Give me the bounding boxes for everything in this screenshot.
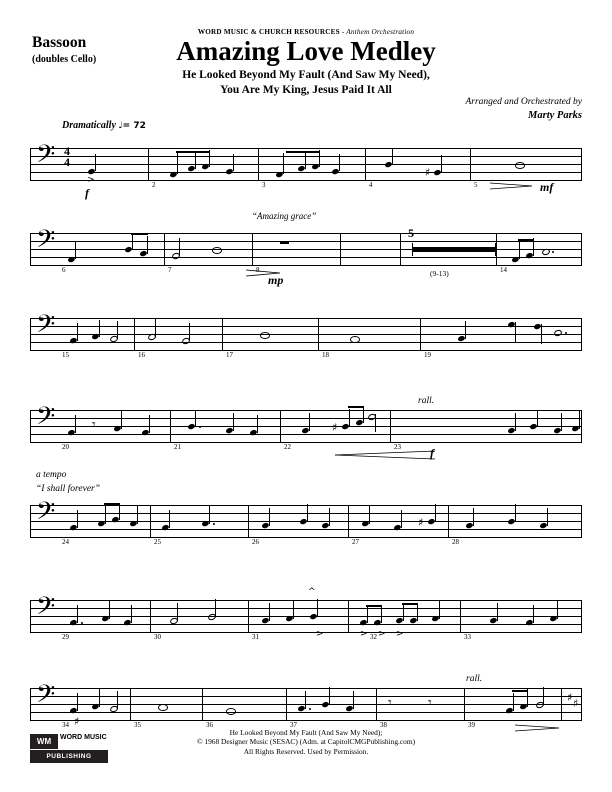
- bass-clef-icon: 𝄢: [36, 225, 56, 260]
- barline: [470, 148, 471, 181]
- note-stem: [179, 238, 180, 256]
- barline: [581, 318, 582, 351]
- multirest-label: (9-13): [430, 269, 449, 278]
- measure-number: 21: [174, 443, 181, 451]
- barline: [561, 688, 562, 721]
- staff-line: [30, 172, 582, 173]
- staff-2: [30, 225, 582, 287]
- measure-number: 23: [394, 443, 401, 451]
- accent-articulation: >: [87, 175, 95, 185]
- barline: [286, 688, 287, 721]
- note-stem: [117, 321, 118, 339]
- barline: [348, 600, 349, 633]
- note-stem: [515, 322, 516, 342]
- diminuendo-hairpin: [490, 182, 532, 189]
- note-stem: [149, 415, 150, 433]
- beam: [402, 603, 418, 605]
- note-stem: [77, 605, 78, 623]
- staff-line: [30, 513, 582, 514]
- measure-number: 31: [252, 633, 259, 641]
- staff-line: [30, 442, 582, 443]
- note-stem: [95, 154, 96, 171]
- expression-amazing-grace: “Amazing grace”: [252, 211, 317, 221]
- measure-number: 30: [154, 633, 161, 641]
- expression-rall-2: rall.: [466, 674, 483, 684]
- accent-articulation: >: [378, 629, 386, 639]
- barline: [248, 505, 249, 538]
- barline: [248, 600, 249, 633]
- subtitle-line-2: You Are My King, Jesus Paid It All: [220, 84, 392, 96]
- note-stem: [329, 687, 330, 705]
- note-stem: [195, 410, 196, 427]
- note-stem: [375, 414, 376, 432]
- note-stem: [533, 605, 534, 623]
- measure-number: 36: [206, 721, 213, 729]
- barline: [400, 233, 401, 266]
- copyright-line-1: He Looked Beyond My Fault (And Saw My Need);: [229, 727, 383, 737]
- note-stem: [349, 409, 350, 427]
- sharp-accidental: ♯: [332, 421, 338, 434]
- note-stem: [441, 155, 442, 172]
- note-stem: [497, 603, 498, 621]
- note-stem: [209, 506, 210, 524]
- note-stem: [117, 691, 118, 709]
- note-stem: [557, 601, 558, 619]
- note-stem: [435, 504, 436, 522]
- barline: [252, 233, 253, 266]
- augmentation-dot: [213, 523, 215, 525]
- measure-number: 37: [290, 721, 297, 729]
- expression-rall-1: rall.: [418, 396, 435, 406]
- staff-4: [30, 402, 582, 460]
- barline: [390, 410, 391, 443]
- note-stem: [473, 508, 474, 526]
- multi-measure-rest-cap: [495, 243, 496, 256]
- note-stem: [132, 233, 133, 250]
- note-stem: [579, 411, 580, 429]
- staff-line: [30, 334, 582, 335]
- staff-system-7: [30, 680, 582, 729]
- publisher-logo: [30, 734, 108, 764]
- measure-number: 28: [452, 538, 459, 546]
- note-stem: [269, 603, 270, 621]
- whole-rest: [280, 241, 289, 244]
- beam: [366, 605, 382, 607]
- measure-number: 6: [62, 266, 66, 274]
- barline: [420, 318, 421, 351]
- beam: [286, 151, 320, 153]
- note-stem: [513, 693, 514, 711]
- measure-number: 2: [152, 181, 156, 189]
- barline: [30, 600, 31, 633]
- staff-line: [30, 180, 582, 181]
- note-stem: [317, 599, 318, 617]
- note-stem: [541, 324, 542, 344]
- barline: [202, 688, 203, 721]
- tempo-note-icon: ♩: [118, 121, 123, 131]
- bass-clef-icon: 𝄢: [36, 680, 56, 715]
- note-stem: [177, 603, 178, 621]
- note-stem: [561, 413, 562, 431]
- note-stem: [215, 599, 216, 617]
- note-stem: [339, 154, 340, 171]
- beam: [131, 233, 148, 235]
- note-stem: [293, 601, 294, 619]
- note-stem: [137, 506, 138, 524]
- measure-number: 26: [252, 538, 259, 546]
- note-stem: [515, 504, 516, 522]
- tempo-text: Dramatically: [62, 120, 116, 131]
- copyright-line-2: © 1968 Designer Music (SESAC) (Adm. at CapitolCMGPublishing.com): [196, 737, 416, 746]
- accent-articulation: >: [316, 629, 324, 639]
- publisher-line: [0, 28, 612, 36]
- tempo-marking: [62, 120, 146, 131]
- measure-number: 33: [464, 633, 471, 641]
- notehead-whole: [260, 332, 270, 339]
- barline: [464, 688, 465, 721]
- staff-7: [30, 680, 582, 729]
- note-stem: [119, 503, 120, 520]
- bass-clef-icon: 𝄢: [36, 592, 56, 627]
- barline: [30, 505, 31, 538]
- note-stem: [233, 154, 234, 171]
- accent-articulation: >: [360, 629, 368, 639]
- accent-articulation: >: [396, 629, 404, 639]
- staff-system-4: [30, 402, 582, 460]
- note-stem: [75, 242, 76, 259]
- note-stem: [121, 411, 122, 429]
- notehead-half: [541, 248, 551, 256]
- tempo-bpm: = 72: [122, 121, 146, 131]
- staff-line: [30, 624, 582, 625]
- note-stem: [367, 605, 368, 623]
- staff-line: [30, 616, 582, 617]
- staff-1: [30, 140, 582, 200]
- instrument-name: Bassoon: [32, 34, 87, 51]
- note-stem: [269, 508, 270, 526]
- augmentation-dot: [309, 708, 311, 710]
- barline: [581, 233, 582, 266]
- barline: [30, 233, 31, 266]
- bass-clef-icon: 𝄢: [36, 497, 56, 532]
- staff-line: [30, 720, 582, 721]
- staff-line: [30, 608, 582, 609]
- staff-line: [30, 600, 582, 601]
- sharp-accidental: ♯: [418, 516, 424, 529]
- note-stem: [369, 506, 370, 524]
- barline: [581, 600, 582, 633]
- staff-5: [30, 497, 582, 546]
- note-stem: [99, 689, 100, 707]
- measure-number: 35: [134, 721, 141, 729]
- barline: [30, 688, 31, 721]
- quarter-rest: 𝄾: [92, 417, 96, 433]
- measure-number: 14: [500, 266, 507, 274]
- barline: [581, 688, 582, 721]
- note-stem: [99, 320, 100, 337]
- barline: [318, 318, 319, 351]
- note-stem: [403, 603, 404, 621]
- note-stem: [177, 153, 178, 174]
- measure-number: 29: [62, 633, 69, 641]
- dynamic-forte: f: [430, 446, 434, 460]
- note-stem: [519, 242, 520, 259]
- time-signature: [64, 146, 70, 168]
- time-signature-denominator: 4: [64, 155, 70, 169]
- note-stem: [189, 323, 190, 341]
- instrument-doubling: (doubles Cello): [32, 54, 97, 65]
- logo-subtext: PUBLISHING: [30, 750, 108, 763]
- barline: [150, 600, 151, 633]
- measure-number: 16: [138, 351, 145, 359]
- barline: [150, 505, 151, 538]
- copyright-line-3: All Rights Reserved. Used by Permission.: [243, 746, 369, 756]
- measure-number: 24: [62, 538, 69, 546]
- note-stem: [109, 601, 110, 619]
- measure-number: 22: [284, 443, 291, 451]
- note-stem: [465, 321, 466, 339]
- measure-number: 27: [352, 538, 359, 546]
- note-stem: [515, 413, 516, 431]
- subtitle-line-1: He Looked Beyond My Fault (And Saw My Need),: [182, 69, 430, 81]
- note-stem: [147, 236, 148, 254]
- barline: [365, 148, 366, 181]
- staff-line: [30, 688, 582, 689]
- dynamic-mezzo-forte: mf: [540, 180, 554, 194]
- note-stem: [305, 151, 306, 169]
- staff-system-3: [30, 310, 582, 359]
- notehead-whole: [158, 704, 168, 711]
- staff-system-2: [30, 225, 582, 287]
- note-stem: [353, 691, 354, 709]
- barline: [581, 505, 582, 538]
- bass-clef-icon: 𝄢: [36, 310, 56, 345]
- note-stem: [131, 605, 132, 623]
- crescendo-hairpin: [335, 450, 435, 457]
- expression-i-shall-forever: “I shall forever”: [36, 484, 101, 494]
- barline: [148, 148, 149, 181]
- key-signature-sharp: ♯: [573, 697, 579, 710]
- measure-number: 34: [62, 721, 69, 729]
- barline: [134, 318, 135, 351]
- staff-line: [30, 529, 582, 530]
- staff-line: [30, 241, 582, 242]
- barline: [581, 148, 582, 181]
- measure-number: 8: [256, 266, 260, 274]
- logo-mark: WM: [30, 734, 58, 749]
- note-stem: [439, 601, 440, 619]
- notehead-whole: [212, 247, 222, 254]
- note-stem: [329, 508, 330, 526]
- page-title: Amazing Love Medley: [176, 36, 436, 66]
- measure-number: 3: [262, 181, 266, 189]
- time-signature-numerator: 4: [64, 144, 70, 158]
- note-stem: [195, 151, 196, 169]
- bass-clef-icon: 𝄢: [36, 402, 56, 437]
- staff-6: [30, 587, 582, 641]
- marcato-articulation: ^: [308, 587, 316, 597]
- barline: [348, 505, 349, 538]
- note-stem: [77, 323, 78, 341]
- note-stem: [257, 415, 258, 433]
- beam: [512, 690, 528, 692]
- note-stem: [392, 148, 393, 165]
- note-stem: [309, 413, 310, 431]
- note-stem: [363, 406, 364, 423]
- bass-clef-icon: 𝄢: [36, 140, 56, 175]
- note-stem: [307, 504, 308, 522]
- barline: [376, 688, 377, 721]
- measure-number: 20: [62, 443, 69, 451]
- note-stem: [401, 510, 402, 528]
- publisher-series: - Anthem Orchestration: [339, 28, 415, 36]
- staff-line: [30, 350, 582, 351]
- barline: [30, 148, 31, 181]
- note-stem: [169, 510, 170, 528]
- staff-3: [30, 310, 582, 359]
- barline: [280, 410, 281, 443]
- augmentation-dot: [552, 251, 554, 253]
- note-stem: [537, 410, 538, 427]
- publisher-name: WORD MUSIC & CHURCH RESOURCES: [197, 28, 340, 36]
- barline: [170, 410, 171, 443]
- beam: [348, 406, 364, 408]
- measure-number: 19: [424, 351, 431, 359]
- barline: [460, 600, 461, 633]
- barline: [340, 233, 341, 266]
- notehead-whole: [515, 162, 525, 169]
- arranged-by-label: Arranged and Orchestrated by: [465, 97, 582, 107]
- measure-number: 4: [369, 181, 373, 189]
- beam: [518, 239, 534, 241]
- staff-line: [30, 257, 582, 258]
- note-stem: [381, 605, 382, 623]
- barline: [581, 410, 582, 443]
- staff-system-6: [30, 587, 582, 641]
- logo-wordmark: WORD MUSIC: [60, 734, 107, 741]
- measure-number: 32: [370, 633, 377, 641]
- notehead-half: [553, 329, 563, 337]
- barline: [30, 410, 31, 443]
- measure-number: 38: [380, 721, 387, 729]
- barline: [448, 505, 449, 538]
- staff-system-1: [30, 140, 582, 200]
- measure-number: 17: [226, 351, 233, 359]
- key-signature-sharp: ♯: [567, 691, 573, 704]
- staff-line: [30, 233, 582, 234]
- barline: [130, 688, 131, 721]
- multi-measure-rest-cap: [412, 243, 413, 256]
- note-stem: [105, 506, 106, 524]
- note-stem: [155, 319, 156, 337]
- measure-number: 25: [154, 538, 161, 546]
- staff-line: [30, 326, 582, 327]
- expression-a-tempo: a tempo: [36, 470, 67, 480]
- staff-line: [30, 434, 582, 435]
- staff-line: [30, 410, 582, 411]
- staff-system-5: [30, 497, 582, 546]
- note-stem: [543, 687, 544, 705]
- measure-number: 18: [322, 351, 329, 359]
- staff-line: [30, 418, 582, 419]
- note-stem: [417, 603, 418, 621]
- staff-line: [30, 318, 582, 319]
- measure-number: 15: [62, 351, 69, 359]
- beam: [176, 151, 210, 153]
- note-stem: [75, 415, 76, 433]
- quarter-rest: 𝄾: [428, 695, 432, 711]
- barline: [30, 318, 31, 351]
- sharp-accidental: ♯: [425, 166, 431, 179]
- measure-number: 7: [168, 266, 172, 274]
- note-stem: [305, 691, 306, 709]
- measure-number: 5: [474, 181, 478, 189]
- barline: [258, 148, 259, 181]
- note-stem: [547, 508, 548, 526]
- multi-measure-rest: [412, 247, 496, 252]
- augmentation-dot: [199, 426, 201, 428]
- notehead-whole: [226, 708, 236, 715]
- dynamic-forte: f: [85, 186, 89, 200]
- note-stem: [77, 510, 78, 528]
- measure-number: 39: [468, 721, 475, 729]
- dynamic-mezzo-piano: mp: [268, 273, 284, 287]
- staff-line: [30, 148, 582, 149]
- note-stem: [233, 413, 234, 431]
- barline: [164, 233, 165, 266]
- barline: [222, 318, 223, 351]
- quarter-rest: 𝄾: [388, 695, 392, 711]
- notehead-whole: [350, 336, 360, 343]
- staff-line: [30, 537, 582, 538]
- staff-line: [30, 632, 582, 633]
- arranger-name: Marty Parks: [528, 110, 582, 121]
- beam: [104, 503, 120, 505]
- sharp-accidental: ♯: [74, 715, 80, 728]
- staff-line: [30, 249, 582, 250]
- note-stem: [283, 153, 284, 174]
- note-stem: [77, 693, 78, 711]
